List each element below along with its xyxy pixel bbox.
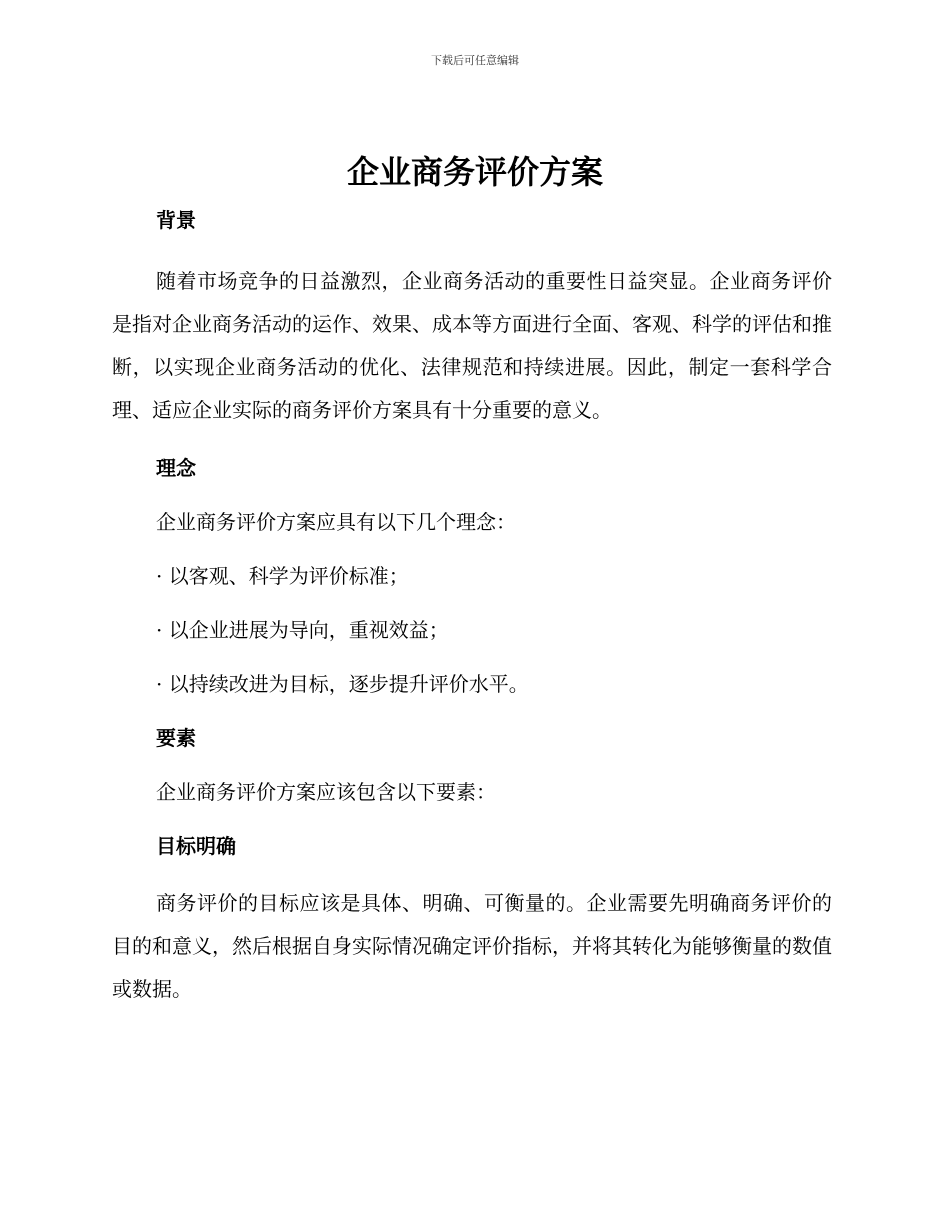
section-heading-goal: 目标明确 xyxy=(156,834,236,858)
background-paragraph: 随着市场竞争的日益激烈，企业商务活动的重要性日益突显。企业商务评价是指对企业商务活动的运作、效果、成本等方面进行全面、客观、科学的评估和推断，以实现企业商务活动的优化、法律规范和持续进展。因此，制定一套科学合理、适应企业实际的商务评价方案具有十分重要的意义。 xyxy=(112,269,832,422)
elements-intro: 企业商务评价方案应该包含以下要素： xyxy=(156,780,496,804)
header-note: 下载后可任意编辑 xyxy=(431,54,519,67)
concept-intro: 企业商务评价方案应具有以下几个理念： xyxy=(156,510,516,534)
goal-paragraph: 商务评价的目标应该是具体、明确、可衡量的。企业需要先明确商务评价的目的和意义，然后根据自身实际情况确定评价指标，并将其转化为能够衡量的数值或数据。 xyxy=(112,891,832,1001)
document-body xyxy=(112,202,832,1011)
document-title: 企业商务评价方案 xyxy=(346,153,603,191)
concept-bullet-3: · 以持续改进为目标，逐步提升评价水平。 xyxy=(156,672,529,696)
section-heading-elements: 要素 xyxy=(156,726,196,750)
concept-bullet-1: · 以客观、科学为评价标准； xyxy=(156,564,409,588)
section-heading-background: 背景 xyxy=(156,208,196,232)
concept-bullet-2: · 以企业进展为导向，重视效益； xyxy=(156,618,449,642)
section-heading-concept: 理念 xyxy=(156,456,196,480)
